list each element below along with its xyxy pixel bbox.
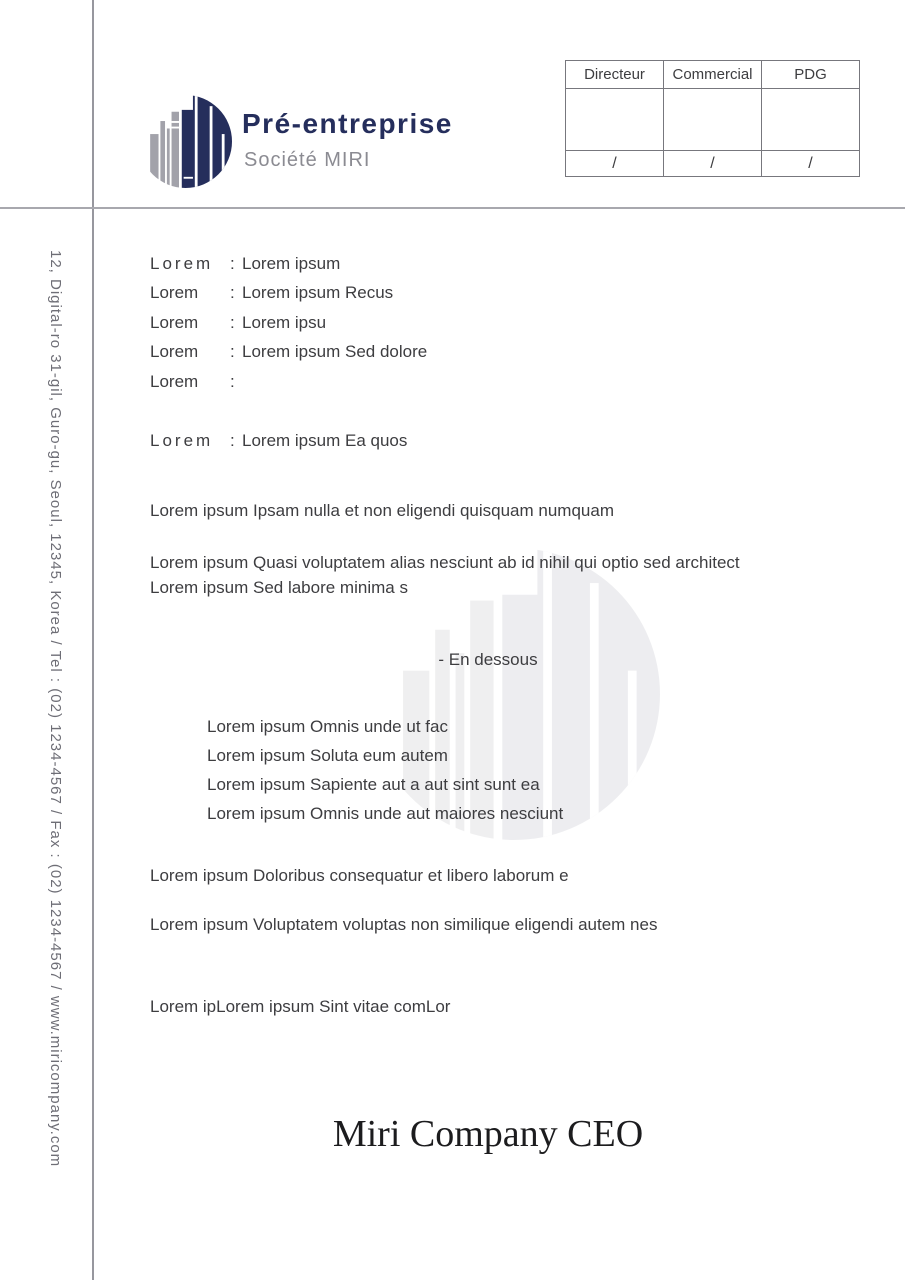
- meta-value: Lorem ipsum Sed dolore: [242, 342, 428, 362]
- meta-colon: :: [230, 371, 235, 391]
- brand-title: Pré-entreprise: [242, 108, 453, 139]
- company-logo-icon: [139, 95, 232, 188]
- approval-col-commercial: Commercial: [664, 61, 762, 89]
- header-divider-rule: [0, 207, 905, 209]
- meta-field-block: [150, 249, 427, 397]
- contact-info-vertical: 12, Digital-ro 31-gil, Guro-gu, Seoul, 12345, Korea / Tel : (02) 1234-4567 / Fax : (02) 1234-4567 / www.miricompany.com: [47, 250, 64, 1168]
- paragraph: [150, 550, 740, 600]
- signature-cell: [566, 89, 664, 151]
- meta-label: Lorem: [150, 342, 199, 362]
- meta-colon: :: [230, 283, 235, 303]
- meta-field-row: [150, 279, 427, 309]
- subject-colon: :: [230, 430, 235, 450]
- meta-field-row: [150, 308, 427, 338]
- meta-value: Lorem ipsum: [242, 253, 341, 273]
- approval-header-row: [566, 61, 860, 89]
- paragraph-line: Lorem ipsum Sed labore minima s: [150, 578, 408, 597]
- meta-colon: :: [230, 312, 235, 332]
- list-item: Lorem ipsum Omnis unde aut maiores nesciunt: [207, 804, 564, 823]
- list-item: Lorem ipsum Soluta eum autem: [207, 746, 448, 765]
- brand-subtitle: Société MIRI: [244, 149, 371, 171]
- meta-colon: :: [230, 342, 235, 362]
- paragraph-line: Lorem ipsum Quasi voluptatem alias nesciunt ab id nihil qui optio sed architect: [150, 553, 740, 572]
- signature-cell: [664, 89, 762, 151]
- meta-value: Lorem ipsu: [242, 312, 327, 332]
- meta-label: Lorem: [150, 253, 214, 273]
- meta-colon: :: [230, 253, 235, 273]
- ceo-signature-line: Miri Company CEO: [332, 1113, 644, 1155]
- list-item: Lorem ipsum Sapiente aut a aut sint sunt ea: [207, 775, 540, 794]
- paragraph: Lorem ipsum Doloribus consequatur et libero laborum e: [150, 866, 569, 885]
- meta-field-row: [150, 338, 427, 368]
- list-item: Lorem ipsum Omnis unde ut fac: [207, 717, 448, 736]
- subject-value: Lorem ipsum Ea quos: [242, 430, 408, 450]
- meta-value: Lorem ipsum Recus: [242, 283, 394, 303]
- closing-line: Lorem ipLorem ipsum Sint vitae comLor: [150, 997, 451, 1016]
- subject-label: Lorem: [150, 430, 214, 450]
- approval-table: [565, 60, 860, 177]
- meta-label: Lorem: [150, 371, 199, 391]
- signature-cell: [762, 89, 860, 151]
- meta-field-row: [150, 249, 427, 279]
- date-cell: /: [664, 151, 762, 177]
- approval-col-directeur: Directeur: [566, 61, 664, 89]
- item-list: [207, 712, 563, 828]
- meta-field-row: [150, 367, 427, 397]
- approval-signature-row: [566, 89, 860, 151]
- paragraph: Lorem ipsum Ipsam nulla et non eligendi quisquam numquam: [150, 501, 614, 520]
- approval-date-row: [566, 151, 860, 177]
- approval-col-pdg: PDG: [762, 61, 860, 89]
- subject-field-row: [150, 426, 407, 456]
- date-cell: /: [566, 151, 664, 177]
- section-heading: - En dessous: [438, 650, 538, 669]
- meta-label: Lorem: [150, 312, 199, 332]
- paragraph: Lorem ipsum Voluptatem voluptas non similique eligendi autem nes: [150, 915, 658, 934]
- meta-label: Lorem: [150, 283, 199, 303]
- left-vertical-rule: [92, 0, 94, 1280]
- date-cell: /: [762, 151, 860, 177]
